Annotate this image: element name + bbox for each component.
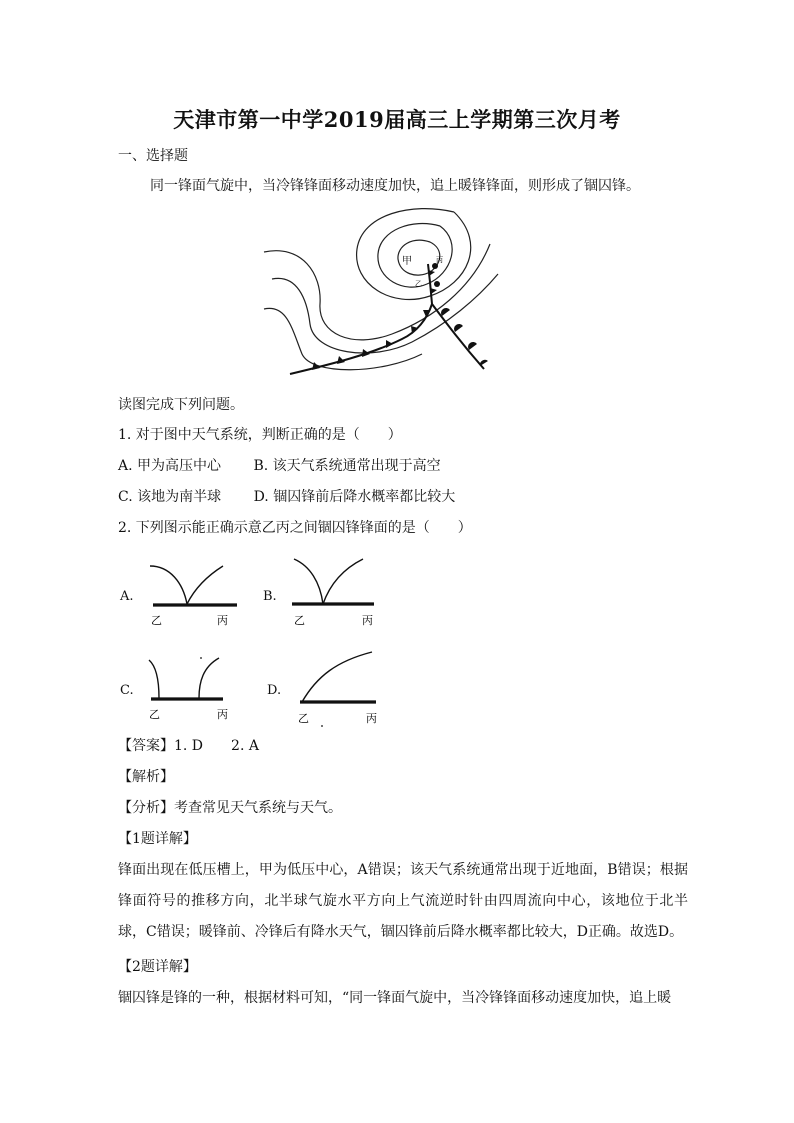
detail-2-heading: 【2题详解】 (118, 959, 197, 975)
question-1-options-ab: A. 甲为高压中心 B. 该天气系统通常出现于高空 (118, 458, 441, 474)
analysis-heading: 【解析】 (118, 769, 174, 785)
occluded-front-map (262, 204, 500, 384)
analysis-intro: 【分析】考查常见天气系统与天气。 (118, 800, 342, 816)
question-1-options-cd: C. 该地为南半球 D. 锢囚锋前后降水概率都比较大 (118, 489, 456, 505)
option-b-letter: B. (263, 589, 277, 604)
option-c-yi: 乙 (149, 708, 160, 721)
option-d-bing: 丙 (366, 712, 377, 725)
label-jia: 甲 (402, 256, 412, 267)
intro-text: 同一锋面气旋中，当冷锋锋面移动速度加快，追上暖锋锋面，则形成了锢囚锋。 (150, 178, 640, 194)
detail-1-text: 锋面出现在低压槽上，甲为低压中心，A错误；该天气系统通常出现于近地面，B错误；根据锋面符号的推移方向，北半球气旋水平方向上气流逆时针由四周流向中心，该地位于北半球，C错误；暖锋前、冷锋后有降水天气，锢囚锋前后降水概率都比较大，D正确。故选D。 (118, 862, 688, 940)
detail-2-text: 锢囚锋是锋的一种，根据材料可知，“同一锋面气旋中，当冷锋锋面移动速度加快，追上暖 (118, 990, 672, 1006)
option-c-bing: 丙 (217, 708, 228, 721)
option-a-bing: 丙 (217, 614, 228, 627)
page-title: 天津市第一中学2019届高三上学期第三次月考 (173, 107, 621, 132)
read-prompt: 读图完成下列问题。 (118, 397, 244, 413)
option-a-letter: A. (120, 589, 134, 604)
question-2-stem: 2. 下列图示能正确示意乙丙之间锢囚锋锋面的是（ ） (118, 520, 472, 536)
option-d-letter: D. (267, 683, 282, 698)
option-d-diagram (292, 646, 402, 730)
section-heading: 一、选择题 (118, 148, 188, 164)
label-yi: 乙 (415, 280, 422, 288)
label-bing: 丙 (436, 256, 443, 264)
option-b-diagram (288, 554, 398, 630)
option-a-diagram (145, 558, 255, 630)
answer-line: 【答案】1. D 2. A (118, 738, 259, 754)
option-c-diagram (145, 652, 255, 724)
option-b-bing: 丙 (362, 614, 373, 627)
detail-1-heading: 【1题详解】 (118, 831, 197, 847)
option-d-yi: 乙 (298, 712, 309, 725)
option-c-letter: C. (120, 683, 134, 698)
option-a-yi: 乙 (151, 614, 162, 627)
question-1-stem: 1. 对于图中天气系统，判断正确的是（ ） (118, 427, 402, 443)
option-b-yi: 乙 (294, 614, 305, 627)
